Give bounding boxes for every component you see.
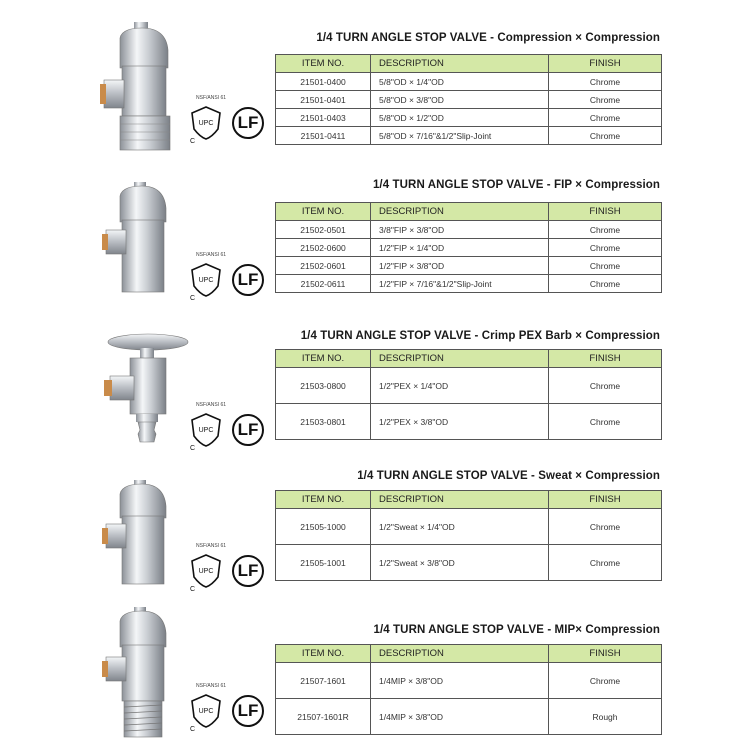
svg-text:UPC: UPC (198, 708, 214, 715)
svg-text:C: C (190, 295, 196, 300)
header-finish: FINISH (549, 491, 662, 509)
table-row (276, 404, 662, 440)
description-cell: 1/2"PEX × 3/8"OD (371, 404, 549, 440)
lead-free-icon (232, 414, 264, 446)
header-finish: FINISH (549, 203, 662, 221)
upc-cert-icon (188, 103, 224, 143)
lead-free-icon (232, 107, 264, 139)
header-item-no: ITEM NO. (276, 203, 371, 221)
upc-cert-icon (188, 260, 224, 300)
product-image-2 (100, 180, 195, 295)
nsf-label: NSF/ANSI 61 (196, 683, 227, 689)
item-no-cell: 21503-0800 (276, 368, 371, 404)
svg-text:UPC: UPC (198, 427, 214, 434)
table-row (276, 368, 662, 404)
table-row (276, 257, 662, 275)
lf-label: LF (237, 420, 259, 439)
description-cell: 5/8"OD × 3/8"OD (371, 91, 549, 109)
item-no-cell: 21501-0403 (276, 109, 371, 127)
table-row (276, 275, 662, 293)
table-row (276, 545, 662, 581)
section-title-1: 1/4 TURN ANGLE STOP VALVE - Compression × Compression (316, 32, 660, 44)
table-row (276, 127, 662, 145)
upc-cert-icon (188, 691, 224, 731)
item-no-cell: 21502-0611 (276, 275, 371, 293)
table-row (276, 109, 662, 127)
svg-text:UPC: UPC (198, 120, 214, 127)
svg-text:C: C (190, 726, 196, 731)
spec-table-2 (275, 202, 662, 293)
description-cell: 1/2"PEX × 1/4"OD (371, 368, 549, 404)
item-no-cell: 21501-0411 (276, 127, 371, 145)
description-cell: 1/4MIP × 3/8"OD (371, 699, 549, 735)
finish-cell: Chrome (549, 368, 662, 404)
item-no-cell: 21502-0600 (276, 239, 371, 257)
spec-table-3 (275, 349, 662, 440)
lf-label: LF (237, 561, 259, 580)
finish-cell: Chrome (549, 239, 662, 257)
finish-cell: Chrome (549, 91, 662, 109)
finish-cell: Chrome (549, 509, 662, 545)
section-title-2: 1/4 TURN ANGLE STOP VALVE - FIP × Compression (372, 179, 660, 191)
table-row (276, 699, 662, 735)
description-cell: 1/2"Sweat × 3/8"OD (371, 545, 549, 581)
description-cell: 1/2"Sweat × 1/4"OD (371, 509, 549, 545)
description-cell: 5/8"OD × 7/16"&1/2"Slip-Joint (371, 127, 549, 145)
finish-cell: Chrome (549, 73, 662, 91)
table-row (276, 663, 662, 699)
item-no-cell: 21503-0801 (276, 404, 371, 440)
nsf-label: NSF/ANSI 61 (196, 402, 227, 408)
item-no-cell: 21505-1000 (276, 509, 371, 545)
item-no-cell: 21505-1001 (276, 545, 371, 581)
certification-marks-4 (188, 543, 278, 603)
svg-text:UPC: UPC (198, 277, 214, 284)
header-description: DESCRIPTION (371, 491, 549, 509)
product-image-4 (100, 478, 195, 588)
section-title-3: 1/4 TURN ANGLE STOP VALVE - Crimp PEX Barb × Compression (300, 330, 660, 342)
lead-free-icon (232, 264, 264, 296)
description-cell: 1/4MIP × 3/8"OD (371, 663, 549, 699)
svg-text:C: C (190, 445, 196, 450)
item-no-cell: 21501-0401 (276, 91, 371, 109)
header-item-no: ITEM NO. (276, 55, 371, 73)
table-row (276, 221, 662, 239)
finish-cell: Chrome (549, 404, 662, 440)
section-title-5: 1/4 TURN ANGLE STOP VALVE - MIP× Compression (373, 624, 660, 636)
description-cell: 3/8"FIP × 3/8"OD (371, 221, 549, 239)
description-cell: 1/2"FIP × 7/16"&1/2"Slip-Joint (371, 275, 549, 293)
header-finish: FINISH (549, 350, 662, 368)
certification-marks-2 (188, 252, 278, 312)
header-finish: FINISH (549, 55, 662, 73)
header-finish: FINISH (549, 645, 662, 663)
description-cell: 5/8"OD × 1/2"OD (371, 109, 549, 127)
lead-free-icon (232, 555, 264, 587)
svg-text:C: C (190, 586, 196, 591)
finish-cell: Chrome (549, 109, 662, 127)
table-row (276, 91, 662, 109)
lf-label: LF (237, 113, 259, 132)
lead-free-icon (232, 695, 264, 727)
header-description: DESCRIPTION (371, 55, 549, 73)
item-no-cell: 21507-1601 (276, 663, 371, 699)
finish-cell: Chrome (549, 221, 662, 239)
header-item-no: ITEM NO. (276, 491, 371, 509)
certification-marks-5 (188, 683, 278, 743)
spec-table-5 (275, 644, 662, 735)
svg-text:UPC: UPC (198, 568, 214, 575)
spec-table-1 (275, 54, 662, 145)
nsf-label: NSF/ANSI 61 (196, 543, 227, 549)
spec-table-4 (275, 490, 662, 581)
header-description: DESCRIPTION (371, 645, 549, 663)
header-item-no: ITEM NO. (276, 645, 371, 663)
finish-cell: Chrome (549, 257, 662, 275)
description-cell: 1/2"FIP × 1/4"OD (371, 239, 549, 257)
description-cell: 1/2"FIP × 3/8"OD (371, 257, 549, 275)
nsf-label: NSF/ANSI 61 (196, 95, 227, 101)
svg-text:C: C (190, 138, 196, 143)
header-description: DESCRIPTION (371, 203, 549, 221)
product-image-5 (100, 605, 195, 740)
header-description: DESCRIPTION (371, 350, 549, 368)
product-image-3 (100, 330, 195, 450)
lf-label: LF (237, 701, 259, 720)
section-title-4: 1/4 TURN ANGLE STOP VALVE - Sweat × Compression (357, 470, 660, 482)
table-row (276, 73, 662, 91)
certification-marks-3 (188, 402, 278, 462)
finish-cell: Rough (549, 699, 662, 735)
finish-cell: Chrome (549, 127, 662, 145)
header-item-no: ITEM NO. (276, 350, 371, 368)
certification-marks-1 (188, 95, 278, 155)
item-no-cell: 21507-1601R (276, 699, 371, 735)
table-row (276, 509, 662, 545)
lf-label: LF (237, 270, 259, 289)
product-image-1 (100, 20, 195, 155)
finish-cell: Chrome (549, 545, 662, 581)
upc-cert-icon (188, 551, 224, 591)
upc-cert-icon (188, 410, 224, 450)
table-row (276, 239, 662, 257)
item-no-cell: 21502-0601 (276, 257, 371, 275)
finish-cell: Chrome (549, 663, 662, 699)
item-no-cell: 21502-0501 (276, 221, 371, 239)
description-cell: 5/8"OD × 1/4"OD (371, 73, 549, 91)
nsf-label: NSF/ANSI 61 (196, 252, 227, 258)
finish-cell: Chrome (549, 275, 662, 293)
item-no-cell: 21501-0400 (276, 73, 371, 91)
